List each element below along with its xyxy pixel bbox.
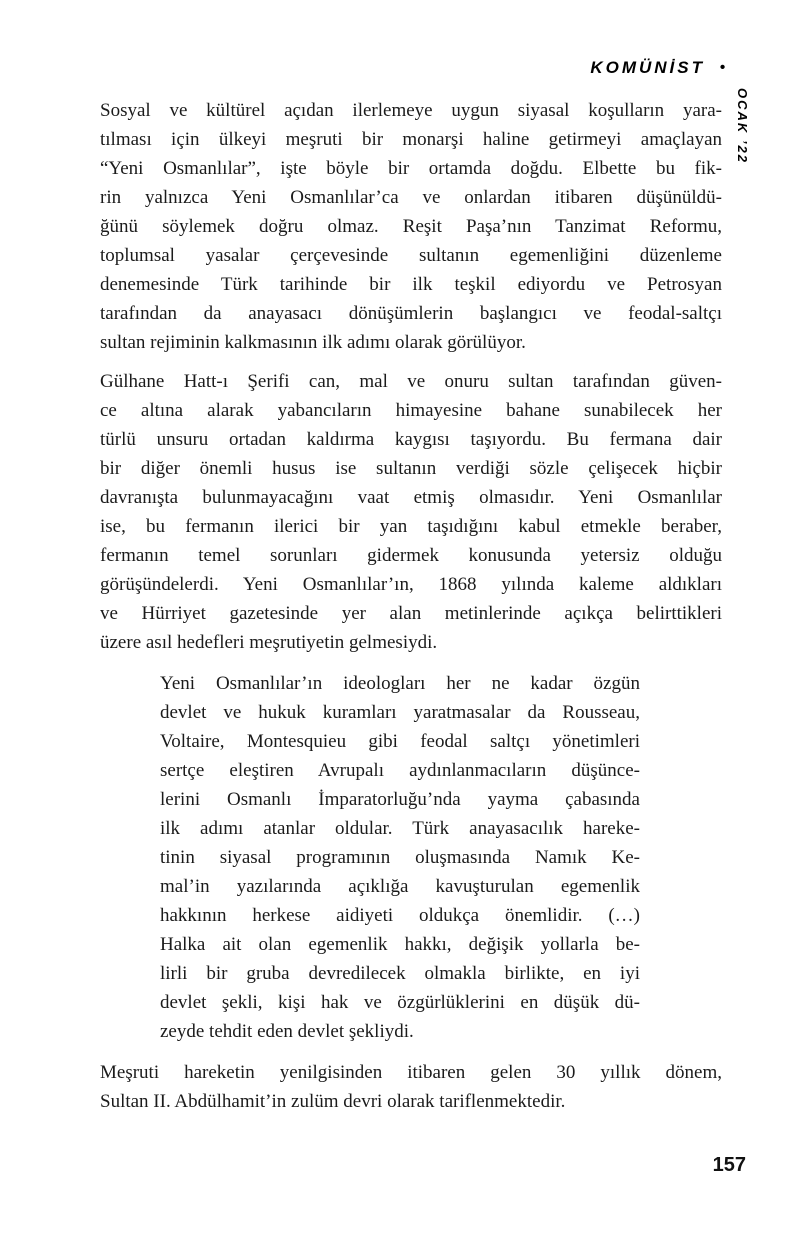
text-line: zeyde tehdit eden devlet şekliydi. bbox=[160, 1021, 414, 1042]
text-line: rin yalnızca Yeni Osmanlılar’ca ve onlardan itibaren düşünüldü- bbox=[100, 187, 722, 208]
text-line: Voltaire, Montesquieu gibi feodal saltçı yönetimleri bbox=[160, 731, 640, 752]
paragraph-2 bbox=[100, 367, 722, 657]
text-line: fermanın temel sorunları gidermek konusunda yetersiz olduğu bbox=[100, 545, 722, 566]
text-line: ve Hürriyet gazetesinde yer alan metinlerinde açıkça belirttikleri bbox=[100, 603, 722, 624]
text-line: mal’in yazılarında açıklığa kavuşturulan egemenlik bbox=[160, 876, 640, 897]
text-line: ğünü söylemek doğru olmaz. Reşit Paşa’nın Tanzimat Reformu, bbox=[100, 216, 722, 237]
text-line: “Yeni Osmanlılar”, işte böyle bir ortamda doğdu. Elbette bu fik- bbox=[100, 158, 722, 179]
text-line: lirli bir gruba devredilecek olmakla birlikte, en iyi bbox=[160, 963, 640, 984]
text-line: ilk adımı atanlar oldular. Türk anayasacılık hareke- bbox=[160, 818, 640, 839]
text-line: ce altına alarak yabancıların himayesine bahane sunabilecek her bbox=[100, 400, 722, 421]
magazine-title-text: KOMÜNİST bbox=[590, 58, 705, 77]
text-line: görüşündelerdi. Yeni Osmanlılar’ın, 1868 yılında kaleme aldıkları bbox=[100, 574, 722, 595]
article-body bbox=[100, 96, 722, 1126]
text-line: tarafından da anayasacı dönüşümlerin başlangıcı ve feodal-saltçı bbox=[100, 303, 722, 324]
text-line: hakkının herkese aidiyeti oldukça önemlidir. (…) bbox=[160, 905, 640, 926]
text-line: türlü unsuru ortadan kaldırma kaygısı taşıyordu. Bu fermana dair bbox=[100, 429, 722, 450]
text-line: tinin siyasal programının oluşmasında Namık Ke- bbox=[160, 847, 640, 868]
text-line: ise, bu fermanın ilerici bir yan taşıdığını kabul etmekle beraber, bbox=[100, 516, 722, 537]
text-line: devlet şekli, kişi hak ve özgürlüklerini en düşük dü- bbox=[160, 992, 640, 1013]
issue-date-vertical: OCAK ’22 bbox=[735, 88, 750, 164]
block-quote bbox=[160, 669, 640, 1046]
text-line: devlet ve hukuk kuramları yaratmasalar da Rousseau, bbox=[160, 702, 640, 723]
page-number: 157 bbox=[712, 1154, 746, 1176]
paragraph-3 bbox=[100, 1058, 722, 1116]
text-line: sultan rejiminin kalkmasının ilk adımı olarak görülüyor. bbox=[100, 332, 526, 353]
text-line: tılması için ülkeyi meşruti bir monarşi haline getirmeyi amaçlayan bbox=[100, 129, 722, 150]
text-line: sertçe eleştiren Avrupalı aydınlanmacıların düşünce- bbox=[160, 760, 640, 781]
text-line: denemesinde Türk tarihinde bir ilk teşkil ediyordu ve Petrosyan bbox=[100, 274, 722, 295]
bullet-icon: • bbox=[719, 59, 725, 76]
text-line: bir diğer önemli husus ise sultanın verdiği sözle çelişecek hiçbir bbox=[100, 458, 722, 479]
text-line: üzere asıl hedefleri meşrutiyetin gelmesiydi. bbox=[100, 632, 438, 653]
paragraph-1 bbox=[100, 96, 722, 357]
text-line: Halka ait olan egemenlik hakkı, değişik yollarla be- bbox=[160, 934, 640, 955]
magazine-title bbox=[590, 58, 725, 78]
text-line: lerini Osmanlı İmparatorluğu’nda yayma çabasında bbox=[160, 789, 640, 810]
text-line: Yeni Osmanlılar’ın ideologları her ne kadar özgün bbox=[160, 673, 640, 694]
text-line: Gülhane Hatt-ı Şerifi can, mal ve onuru sultan tarafından güven- bbox=[100, 371, 722, 392]
text-line: toplumsal yasalar çerçevesinde sultanın egemenliğini düzenleme bbox=[100, 245, 722, 266]
text-line: Sultan II. Abdülhamit’in zulüm devri olarak tariflenmektedir. bbox=[100, 1091, 566, 1112]
text-line: davranışta bulunmayacağını vaat etmiş olmasıdır. Yeni Osmanlılar bbox=[100, 487, 722, 508]
text-line: Meşruti hareketin yenilgisinden itibaren gelen 30 yıllık dönem, bbox=[100, 1062, 722, 1083]
text-line: Sosyal ve kültürel açıdan ilerlemeye uygun siyasal koşulların yara- bbox=[100, 100, 722, 121]
